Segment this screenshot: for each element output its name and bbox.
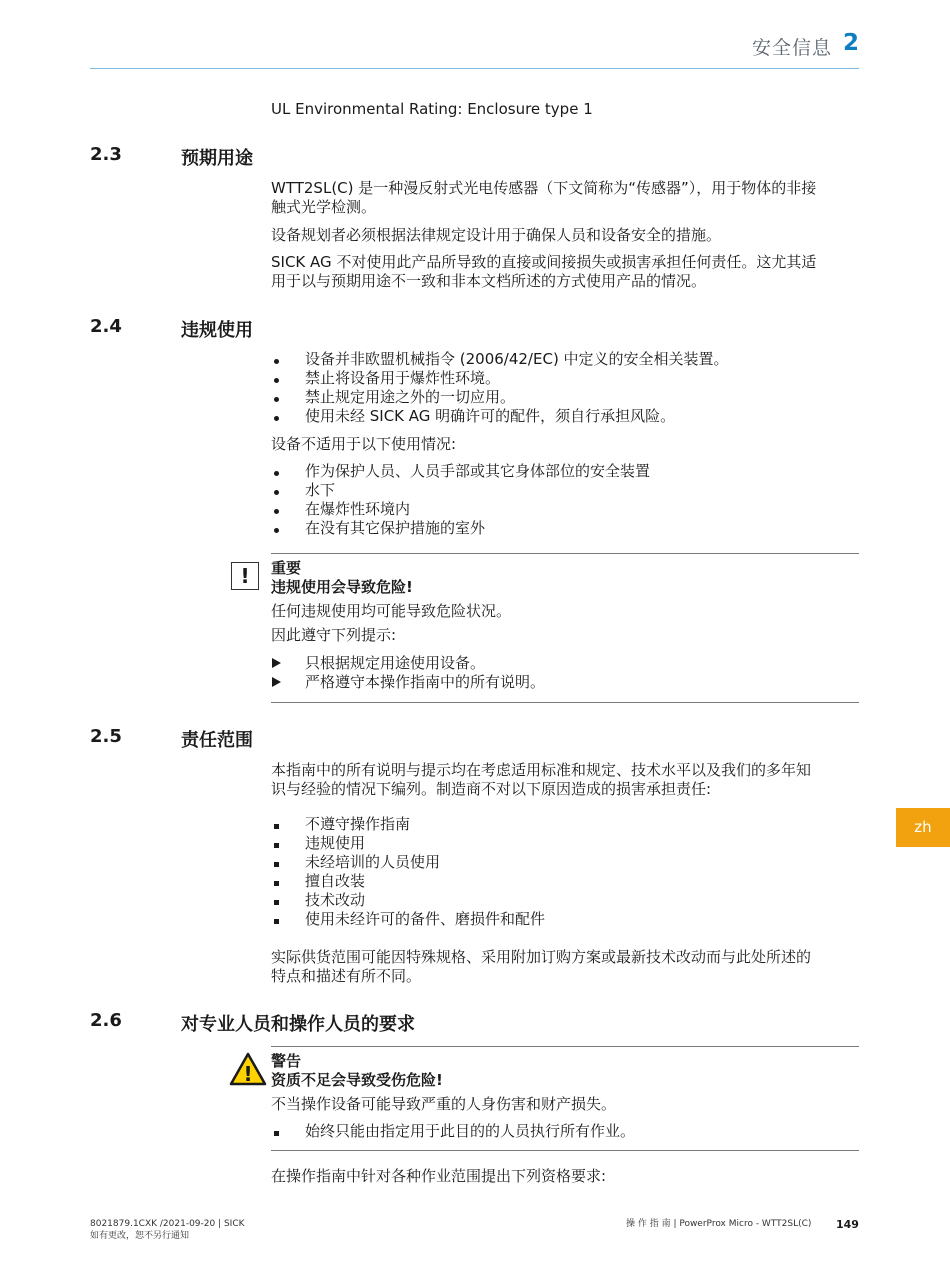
section-2-6-title: 对专业人员和操作人员的要求 — [181, 1014, 415, 1035]
bullet-icon — [274, 397, 279, 402]
list-item: 禁止将设备用于爆炸性环境。 — [271, 369, 861, 388]
square-bullet-icon — [274, 843, 279, 848]
chapter-number: 2 — [842, 30, 859, 56]
list-item: 不遵守操作指南 — [271, 815, 861, 834]
notice-text2: 因此遵守下列提示: — [271, 626, 397, 644]
list-item: 未经培训的人员使用 — [271, 853, 861, 872]
language-tab[interactable]: zh — [896, 808, 950, 847]
sec23-para2: 设备规划者必须根据法律规定设计用于确保人员和设备安全的措施。 — [271, 226, 722, 244]
list-item: 水下 — [271, 481, 861, 500]
bullet-icon — [274, 416, 279, 421]
list-item: 作为保护人员、人员手部或其它身体部位的安全装置 — [271, 462, 861, 481]
notice-text1: 任何违规使用均可能导致危险状况。 — [271, 602, 512, 620]
list-item: 违规使用 — [271, 834, 861, 853]
square-bullet-icon — [274, 919, 279, 924]
sec26-para1: 在操作指南中针对各种作业范围提出下列资格要求: — [271, 1167, 607, 1185]
section-2-3-title: 预期用途 — [181, 148, 253, 169]
list-item: 擅自改装 — [271, 872, 861, 891]
square-bullet-icon — [274, 881, 279, 886]
sec25-para1-line2: 识与经验的情况下编列。制造商不对以下原因造成的损害承担责任: — [271, 780, 712, 798]
bullet-icon — [274, 509, 279, 514]
list-item: 始终只能由指定用于此目的的人员执行所有作业。 — [271, 1122, 861, 1141]
bullet-icon — [274, 471, 279, 476]
list-item: 在没有其它保护措施的室外 — [271, 519, 861, 538]
sec25-para2-line1: 实际供货范围可能因特殊规格、采用附加订购方案或最新技术改动而与此处所述的 — [271, 948, 812, 966]
bullet-icon — [274, 378, 279, 383]
section-2-4-title: 违规使用 — [181, 320, 253, 341]
arrow-right-icon — [272, 658, 281, 668]
notice-bottom-rule — [271, 702, 859, 703]
footer-doc-title: 操 作 指 南 | PowerProx Micro - WTT2SL(C) — [626, 1219, 812, 1229]
header-title: 安全信息 — [751, 37, 832, 59]
section-2-6-number: 2.6 — [90, 1010, 122, 1031]
list-item: 严格遵守本操作指南中的所有说明。 — [271, 673, 861, 692]
square-bullet-icon — [274, 824, 279, 829]
ul-rating: UL Environmental Rating: Enclosure type 1 — [271, 100, 593, 118]
section-2-5-title: 责任范围 — [181, 730, 253, 751]
sec23-para1-line1: WTT2SL(C) 是一种漫反射式光电传感器（下文简称为“传感器”），用于物体的非接 — [271, 179, 817, 197]
warning-text: 不当操作设备可能导致严重的人身伤害和财产损失。 — [271, 1095, 617, 1113]
svg-text:!: ! — [243, 1062, 253, 1086]
section-2-5-number: 2.5 — [90, 726, 122, 747]
header-divider — [90, 68, 859, 69]
warning-headline: 资质不足会导致受伤危险! — [271, 1071, 443, 1089]
footer-notice: 如有更改，恕不另行通知 — [90, 1231, 190, 1241]
sec23-para3-line2: 用于以与预期用途不一致和非本文档所述的方式使用产品的情况。 — [271, 272, 707, 290]
warning-top-rule — [271, 1046, 859, 1047]
bullet-icon — [274, 359, 279, 364]
list-item: 技术改动 — [271, 891, 861, 910]
footer-left — [90, 1218, 245, 1242]
notice-label: 重要 — [271, 559, 302, 577]
notice-top-rule — [271, 553, 859, 554]
list-item: 在爆炸性环境内 — [271, 500, 861, 519]
list-item: 设备并非欧盟机械指令 (2006/42/EC) 中定义的安全相关装置。 — [271, 350, 861, 369]
exclamation-icon: ! — [231, 562, 259, 590]
list-item: 禁止规定用途之外的一切应用。 — [271, 388, 861, 407]
square-bullet-icon — [274, 1131, 279, 1136]
bullet-icon — [274, 528, 279, 533]
page-number: 149 — [836, 1218, 859, 1231]
warning-triangle-icon — [229, 1052, 267, 1086]
list-item: 使用未经 SICK AG 明确许可的配件，须自行承担风险。 — [271, 407, 861, 426]
sec23-para3-line1: SICK AG 不对使用此产品所导致的直接或间接损失或损害承担任何责任。这尤其适 — [271, 253, 817, 271]
sec25-para2-line2: 特点和描述有所不同。 — [271, 967, 422, 985]
list-item: 使用未经许可的备件、磨损件和配件 — [271, 910, 861, 929]
sec23-para1-line2: 触式光学检测。 — [271, 198, 377, 216]
square-bullet-icon — [274, 900, 279, 905]
notice-headline: 违规使用会导致危险! — [271, 578, 413, 596]
bullet-icon — [274, 490, 279, 495]
warning-label: 警告 — [271, 1052, 302, 1070]
footer-doc-id: 8021879.1CXK /2021-09-20 | SICK — [90, 1219, 245, 1229]
warning-bottom-rule — [271, 1150, 859, 1151]
square-bullet-icon — [274, 862, 279, 867]
section-2-4-number: 2.4 — [90, 316, 122, 337]
sec25-para1-line1: 本指南中的所有说明与提示均在考虑适用标准和规定、技术水平以及我们的多年知 — [271, 761, 812, 779]
list-item: 只根据规定用途使用设备。 — [271, 654, 861, 673]
not-suitable-intro: 设备不适用于以下使用情况: — [271, 435, 457, 453]
arrow-right-icon — [272, 677, 281, 687]
section-2-3-number: 2.3 — [90, 144, 122, 165]
